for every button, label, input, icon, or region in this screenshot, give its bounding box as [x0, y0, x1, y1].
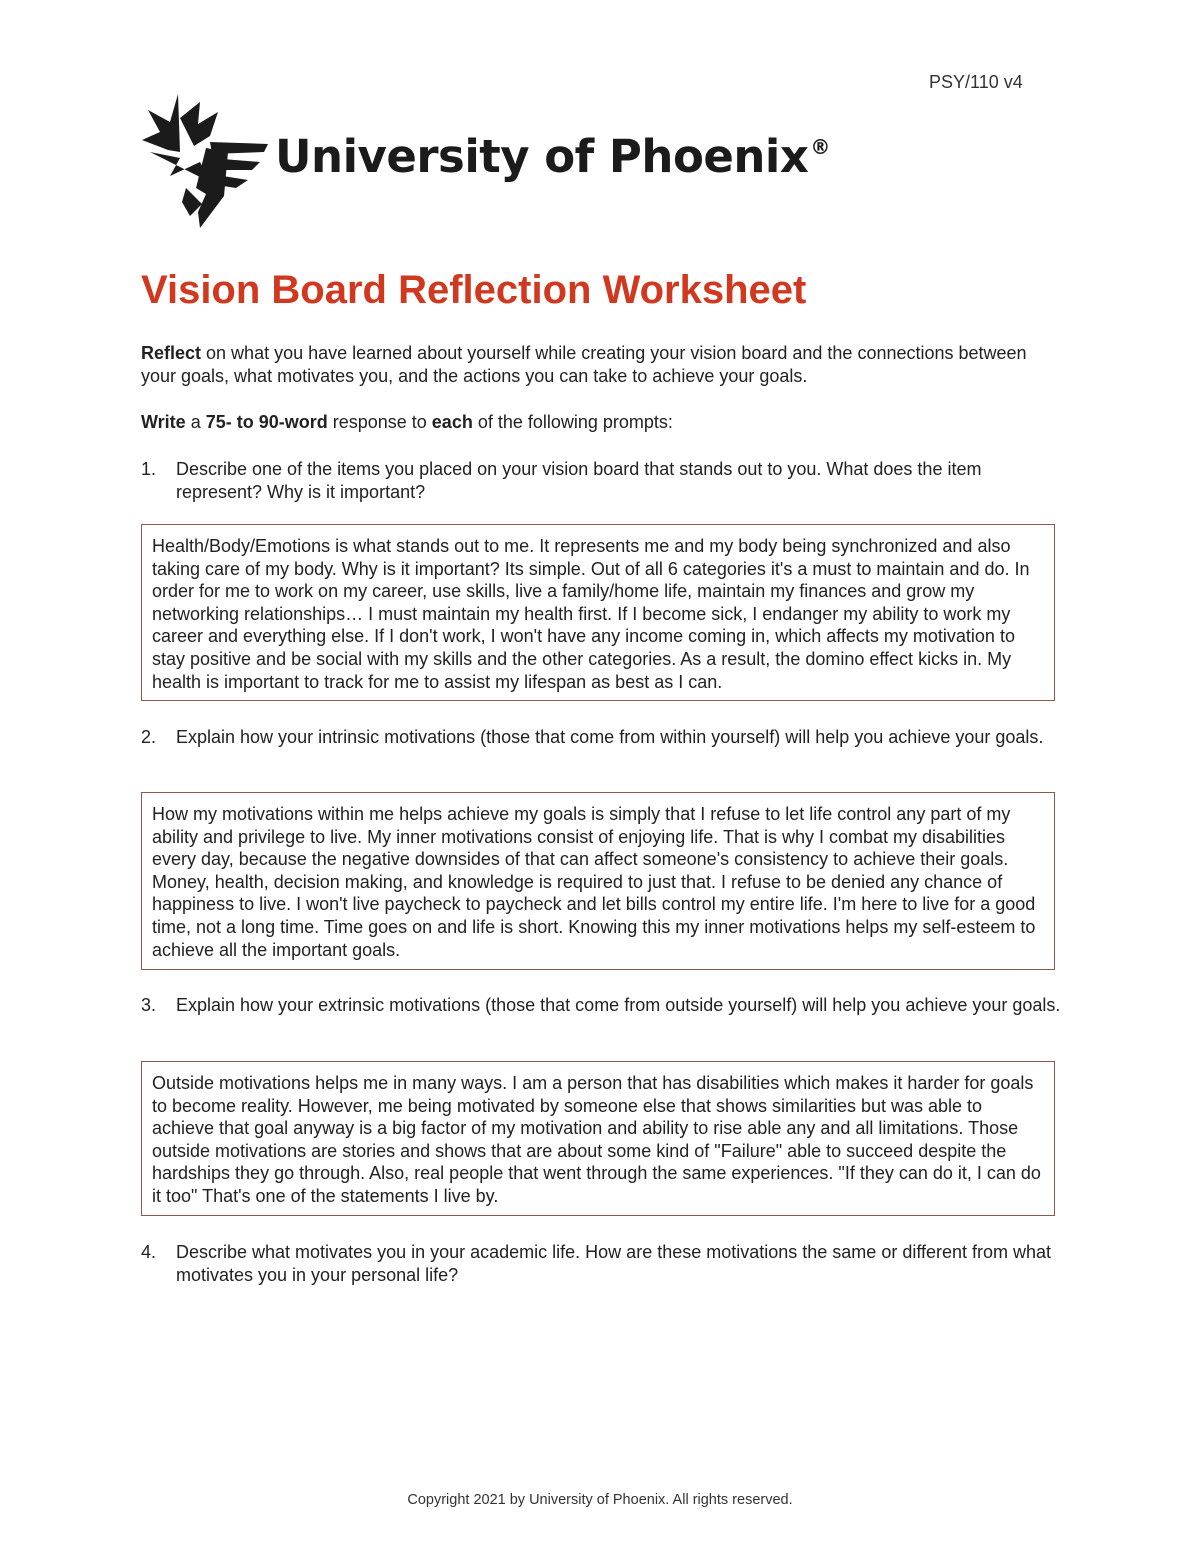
prompt-4: [141, 1241, 1061, 1287]
answer-box-1[interactable]: Health/Body/Emotions is what stands out to me. It represents me and my body being synchronized and also taking care of my body. Why is it important? Its simple. Out of all 6 categories it's a must to maintain and do. In order for me to work on my career, use skills, live a family/home life, maintain my finances and grow my networking relationships… I must maintain my health first. If I become sick, I endanger my ability to work my career and everything else. If I don't work, I won't have any income coming in, which affects my motivation to stay positive and be social with my skills and the other categories. As a result, the domino effect kicks in. My health is important to track for me to assist my lifespan as best as I can.: [141, 524, 1055, 701]
intro-paragraph: Reflect on what you have learned about yourself while creating your vision board and the connections between your goals, what motivates you, and the actions you can take to achieve your goals.: [141, 343, 1027, 386]
prompt-2: [141, 726, 1061, 749]
document-title: Vision Board Reflection Worksheet: [141, 268, 807, 312]
instruction-paragraph: Write a 75- to 90-word response to each of the following prompts:: [141, 412, 673, 432]
prompt-number: 3.: [141, 995, 157, 1015]
answer-box-2[interactable]: How my motivations within me helps achieve my goals is simply that I refuse to let life control any part of my ability and privilege to live. My inner motivations consist of enjoying life. That is why I combat my disabilities every day, because the negative downsides of that can affect someone's consistency to achieve their goals. Money, health, decision making, and knowledge is required to just that. I refuse to be denied any chance of happiness to live. I won't live paycheck to paycheck and let bills control my entire life. I'm here to live for a good time, not a long time. Time goes on and life is short. Knowing this my inner motivations helps my self-esteem to achieve all the important goals.: [141, 792, 1055, 970]
prompt-number: 2.: [141, 727, 157, 747]
prompt-text: Explain how your extrinsic motivations (those that come from outside yourself) will help you achieve your goals.: [176, 995, 1061, 1015]
prompt-text: Describe what motivates you in your academic life. How are these motivations the same or different from what motivates you in your personal life?: [176, 1242, 1052, 1285]
logo-wordmark: University of Phoenix ®: [275, 130, 830, 183]
prompt-3: [141, 994, 1061, 1017]
prompt-text: Describe one of the items you placed on your vision board that stands out to you. What does the item represent? Why is it important?: [176, 459, 982, 502]
prompt-number: 4.: [141, 1242, 157, 1262]
phoenix-bird-icon: [140, 92, 270, 232]
university-logo: [140, 92, 830, 232]
copyright-footer: Copyright 2021 by University of Phoenix. All rights reserved.: [407, 1492, 793, 1508]
course-code: PSY/110 v4: [929, 72, 1023, 92]
prompt-1: [141, 458, 1061, 504]
prompt-number: 1.: [141, 459, 157, 479]
answer-box-3[interactable]: Outside motivations helps me in many ways. I am a person that has disabilities which makes it harder for goals to become reality. However, me being motivated by someone else that shows similarities but was able to achieve that goal anyway is a big factor of my motivation and ability to rise able any and all limitations. Those outside motivations are stories and shows that are about some kind of "Failure" able to succeed despite the hardships they go through. Also, real people that went through the same experiences. "If they can do it, I can do it too" That's one of the statements I live by.: [141, 1061, 1055, 1216]
prompt-text: Explain how your intrinsic motivations (those that come from within yourself) will help you achieve your goals.: [176, 727, 1044, 747]
